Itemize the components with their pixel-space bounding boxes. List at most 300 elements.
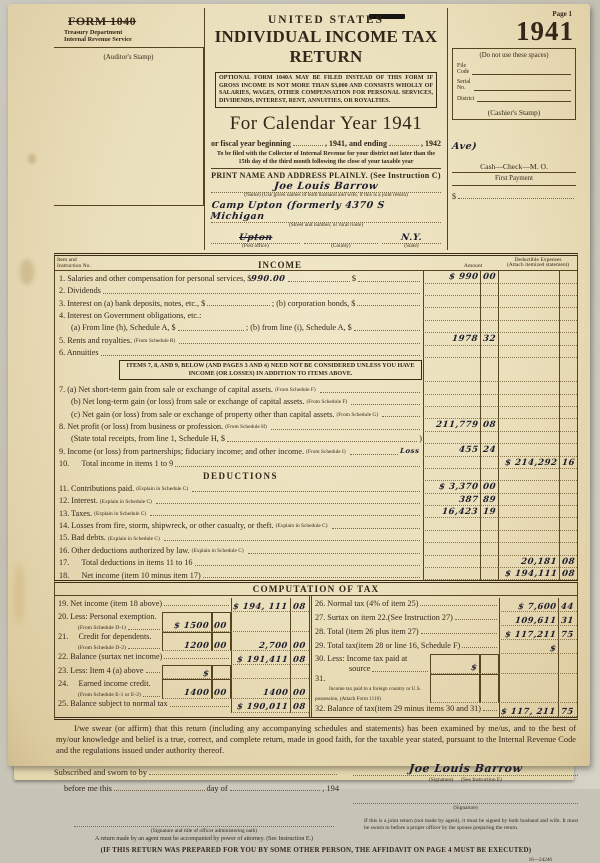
total-amount-cell bbox=[498, 506, 559, 518]
income-row-label bbox=[55, 494, 423, 506]
income-table-header: Item and Instruction No. INCOME Amount Deductible Expenses (Attach itemized statement) bbox=[55, 256, 577, 271]
dotted-leader bbox=[421, 626, 497, 634]
income-row-label bbox=[55, 444, 423, 456]
amount-cell bbox=[423, 506, 480, 518]
printed-label: 17. Total deductions in items 11 to 16 bbox=[59, 558, 193, 568]
income-row bbox=[55, 333, 577, 345]
cents-cell bbox=[480, 506, 498, 518]
print-name-heading: PRINT NAME AND ADDRESS PLAINLY. (See Instruction C) bbox=[211, 171, 441, 181]
inner-cents-cell bbox=[212, 665, 231, 679]
amount-col-header: Amount bbox=[463, 263, 483, 270]
computation-row bbox=[312, 674, 577, 703]
month-blank bbox=[230, 783, 321, 791]
income-row bbox=[55, 444, 577, 456]
handwritten-amount: 08 bbox=[561, 569, 576, 580]
dotted-leader bbox=[248, 546, 420, 554]
income-row bbox=[55, 346, 577, 358]
total-cents-cell bbox=[559, 321, 577, 333]
amount-cell bbox=[423, 481, 480, 493]
cents-cell bbox=[480, 457, 498, 469]
handwritten-amount: 75 bbox=[560, 628, 574, 639]
amount-cell bbox=[423, 284, 480, 296]
handwritten-amount: 00 bbox=[213, 620, 228, 631]
amount-cell bbox=[423, 568, 480, 580]
amount-cell bbox=[423, 469, 480, 481]
amount-cell bbox=[423, 333, 480, 345]
handwritten-amount: 00 bbox=[292, 687, 306, 698]
computation-row-label bbox=[55, 679, 162, 698]
income-row bbox=[55, 395, 577, 407]
first-payment-label: First Payment bbox=[452, 175, 576, 186]
income-row bbox=[55, 481, 577, 493]
handwritten-amount: $ 194, 111 bbox=[233, 600, 289, 611]
total-amount-cell bbox=[498, 481, 559, 493]
schedule-ref-line bbox=[78, 641, 162, 651]
computation-of-tax bbox=[54, 580, 578, 720]
title-individual-income-tax-return: INDIVIDUAL INCOME TAX RETURN bbox=[214, 27, 438, 66]
computation-row-label bbox=[312, 612, 499, 626]
cents-cell bbox=[480, 358, 498, 382]
computation-label-line bbox=[58, 598, 231, 608]
income-row-label bbox=[55, 568, 423, 580]
income-section-title: INCOME bbox=[258, 260, 302, 271]
day-of-label: day of bbox=[206, 783, 228, 793]
printed-label: 29. Total tax bbox=[315, 641, 356, 650]
cents-cell bbox=[480, 271, 498, 283]
computation-row bbox=[55, 665, 309, 679]
cents-cell bbox=[480, 284, 498, 296]
fiscal-suffix: , 1942 bbox=[421, 139, 441, 148]
income-row bbox=[55, 568, 577, 580]
tax-year: 1941 bbox=[516, 16, 574, 46]
outer-amount-cell bbox=[231, 665, 290, 679]
subscribed-label: Subscribed and sworn to by bbox=[54, 767, 148, 777]
outer-cents-cell bbox=[558, 598, 577, 612]
dotted-leader bbox=[320, 385, 420, 393]
schedule-ref: (From Schedule F) bbox=[306, 399, 348, 406]
printed-label: 14. Losses from fire, storm, shipwreck, or other casualty, or theft. bbox=[59, 521, 274, 531]
total-cents-cell bbox=[559, 358, 577, 382]
outer-amount-cell bbox=[499, 654, 558, 673]
dotted-leader bbox=[227, 434, 417, 442]
printed-label: (State total receipts, from line 1, Schedule H, $ bbox=[71, 434, 225, 444]
total-cents-cell bbox=[559, 395, 577, 407]
amount-cell bbox=[423, 407, 480, 419]
income-row-label bbox=[55, 346, 423, 358]
outer-cents-cell bbox=[290, 665, 309, 679]
outer-cents-cell bbox=[558, 654, 577, 673]
auditors-stamp-label: (Auditor's Stamp) bbox=[103, 53, 154, 62]
outer-amount-cell bbox=[231, 651, 290, 665]
computation-label-line bbox=[315, 598, 499, 608]
dotted-leader bbox=[192, 484, 420, 492]
handwritten-amount: 1400 bbox=[183, 687, 210, 698]
form-number: FORM 1040 bbox=[68, 14, 137, 28]
payment-amount-blank bbox=[458, 191, 574, 199]
schedule-ref-line bbox=[78, 622, 162, 632]
handwritten-amount: 211,779 bbox=[435, 420, 479, 431]
dotted-leader bbox=[178, 323, 244, 331]
printed-label: 10. Total income in items 1 to 9 bbox=[59, 459, 174, 469]
income-row-label bbox=[55, 395, 423, 407]
taxpayer-signature-value: Joe Louis Barrow bbox=[408, 761, 523, 775]
handwritten-amount: 00 bbox=[213, 639, 228, 650]
total-amount-cell bbox=[498, 271, 559, 283]
income-table bbox=[54, 253, 578, 580]
outer-cents-cell bbox=[558, 612, 577, 626]
inner-cents-cell bbox=[212, 612, 231, 631]
computation-label-line bbox=[58, 612, 162, 621]
street-caption: (Street and number, or rural route) bbox=[288, 222, 364, 229]
computation-row-label bbox=[55, 598, 231, 612]
dotted-leader bbox=[203, 570, 420, 578]
schedule-ref-small: (From Schedule D-2) bbox=[78, 644, 126, 651]
printed-label: 16. Other deductions authorized by law. bbox=[59, 545, 190, 555]
dotted-leader bbox=[332, 521, 420, 529]
item-col-header: Item and bbox=[57, 257, 77, 264]
computation-row bbox=[55, 632, 309, 651]
computation-row-label bbox=[55, 612, 162, 631]
outer-amount-cell bbox=[499, 640, 558, 654]
total-amount-cell bbox=[498, 518, 559, 530]
total-cents-cell bbox=[559, 444, 577, 456]
income-row bbox=[55, 271, 577, 283]
schedule-ref: (Explain in Schedule C) bbox=[94, 510, 147, 517]
dotted-leader bbox=[271, 422, 420, 430]
serial-no-label: Serial bbox=[457, 79, 471, 86]
handwritten-amount: $ bbox=[549, 642, 557, 653]
schedule-ref: (See Instruction 27) bbox=[387, 613, 453, 622]
schedule-ref: (Explain in Schedule C) bbox=[136, 486, 189, 493]
printed-label: 8. Net profit (or loss) from business or profession. bbox=[59, 421, 224, 431]
inner-amount-cell bbox=[162, 612, 212, 631]
dotted-leader bbox=[128, 641, 160, 649]
handwritten-amount: $ bbox=[470, 662, 478, 673]
dotted-leader bbox=[179, 336, 420, 344]
schedule-ref: (item 29 minus items 30 and 31) bbox=[374, 703, 482, 713]
name-field-value: Joe Louis Barrow bbox=[273, 181, 379, 193]
foreign-tax-note: Income tax paid to a foreign country or U.S. possession, (Attach Form 1116) bbox=[315, 686, 421, 703]
cents-cell bbox=[480, 395, 498, 407]
amount-cell bbox=[423, 308, 480, 320]
fiscal-mid: , 1941, and ending bbox=[324, 139, 387, 148]
handwritten-amount: 32 bbox=[482, 334, 497, 345]
do-not-use-box: (Do not use these spaces) File Code Serial No. District (Cashier's Stamp) bbox=[452, 48, 576, 120]
officer-signature-blank bbox=[74, 818, 334, 827]
outer-cents-cell bbox=[558, 626, 577, 640]
handwritten-amount: 75 bbox=[560, 705, 574, 716]
income-row-label bbox=[55, 321, 423, 333]
total-cents-cell bbox=[559, 469, 577, 481]
handwritten-amount: 455 bbox=[458, 445, 479, 456]
total-cents-cell bbox=[559, 543, 577, 555]
handwritten-amount: 00 bbox=[213, 687, 228, 698]
total-cents-cell bbox=[559, 308, 577, 320]
officer-signature-caption: (Signature and title of officer administering oath) bbox=[150, 827, 258, 834]
header-left-column bbox=[54, 8, 204, 250]
cashiers-stamp-label: (Cashier's Stamp) bbox=[487, 108, 541, 118]
income-row-label bbox=[55, 469, 423, 481]
cents-cell bbox=[480, 543, 498, 555]
handwritten-amount: 00 bbox=[482, 482, 497, 493]
district-label: District bbox=[457, 96, 475, 103]
computation-row bbox=[55, 598, 309, 612]
cents-cell bbox=[480, 568, 498, 580]
handwritten-amount: 44 bbox=[560, 600, 574, 611]
computation-row-label bbox=[55, 632, 162, 651]
handwritten-amount: 1978 bbox=[451, 334, 479, 345]
printed-label: (b) Net long-term gain (or loss) from sale or exchange of capital assets. bbox=[71, 397, 305, 407]
dotted-leader bbox=[420, 598, 497, 606]
outer-amount-cell bbox=[231, 679, 290, 698]
page-number: Page 1 bbox=[552, 10, 572, 18]
cents-cell bbox=[480, 469, 498, 481]
income-row-label bbox=[55, 308, 423, 320]
total-cents-cell bbox=[559, 518, 577, 530]
handwritten-inline-value: 990.00 bbox=[250, 272, 287, 283]
schedule-ref: (item 28 or line 16, Schedule F) bbox=[355, 641, 461, 650]
outer-amount-cell bbox=[499, 612, 558, 626]
inner-cents-cell bbox=[212, 679, 231, 698]
file-code-blank bbox=[472, 68, 571, 75]
amount-cell bbox=[423, 346, 480, 358]
outer-amount-cell bbox=[499, 598, 558, 612]
form-1040-page bbox=[8, 4, 590, 863]
prepared-by-other-note: (IF THIS RETURN WAS PREPARED FOR YOU BY SOME OTHER PERSON, THE AFFIDAVIT ON PAGE 4 MUST BE EXECUTED) bbox=[100, 845, 532, 854]
printed-label: source bbox=[349, 664, 371, 674]
handwritten-amount: 24 bbox=[482, 445, 497, 456]
cash-check-mo-label: Cash—Check—M. O. bbox=[452, 162, 576, 173]
handwritten-amount: 16,423 bbox=[441, 507, 479, 518]
address-overflow-value: Ave) bbox=[451, 141, 478, 153]
cents-cell bbox=[480, 419, 498, 431]
income-row bbox=[55, 358, 577, 382]
signature2-caption: (Signature) bbox=[453, 804, 478, 811]
dotted-leader bbox=[164, 598, 229, 606]
income-row bbox=[55, 308, 577, 320]
handwritten-amount: 08 bbox=[292, 653, 306, 664]
inner-amount-cell bbox=[162, 665, 212, 679]
handwritten-amount: $ 7,600 bbox=[517, 600, 557, 611]
county-caption: (County) bbox=[331, 243, 351, 250]
handwritten-amount: 16 bbox=[561, 457, 576, 468]
items-789-notice: ITEMS 7, 8, AND 9, BELOW (AND PAGES 3 AND 4) NEED NOT BE CONSIDERED UNLESS YOU HAVE INCOME (OR LOSSES) IN ADDITION TO ITEMS ABOVE. bbox=[119, 360, 422, 380]
paper-stain bbox=[14, 564, 24, 624]
dotted-leader bbox=[195, 558, 420, 566]
dept-line1: Treasury Department bbox=[64, 29, 123, 36]
total-amount-cell bbox=[498, 469, 559, 481]
income-row bbox=[55, 518, 577, 530]
loss-annotation: Loss bbox=[399, 446, 420, 456]
printed-label: $ bbox=[351, 273, 356, 283]
handwritten-amount: $ 190,011 bbox=[236, 701, 289, 712]
file-code-label: File bbox=[457, 63, 467, 69]
state-caption: (State) bbox=[404, 243, 419, 250]
computation-row bbox=[55, 679, 309, 698]
total-cents-cell bbox=[559, 556, 577, 568]
total-cents-cell bbox=[559, 333, 577, 345]
handwritten-amount: 00 bbox=[292, 639, 306, 650]
handwritten-amount: $ 1500 bbox=[173, 620, 210, 631]
printed-label: 4. Interest on Government obligations, etc.: bbox=[59, 311, 202, 321]
income-row bbox=[55, 457, 577, 469]
amount-cell bbox=[423, 395, 480, 407]
dotted-leader bbox=[156, 496, 420, 504]
handwritten-amount: $ bbox=[202, 667, 210, 678]
income-row bbox=[55, 284, 577, 296]
inner-amount-cell bbox=[430, 654, 480, 673]
computation-row-label bbox=[312, 703, 499, 717]
joint-return-note: If this is a joint return (not made by agent), it must be signed by both husband and wife. It must be sworn to before a proper officer by the spouse preparing the return. bbox=[364, 817, 578, 832]
handwritten-amount: $ 117,211 bbox=[504, 628, 557, 639]
cents-cell bbox=[480, 518, 498, 530]
printed-label: 5. Rents and royalties. bbox=[59, 335, 132, 345]
dotted-leader bbox=[103, 286, 420, 294]
handwritten-amount: 19 bbox=[482, 507, 497, 518]
printed-label: 25. Balance subject to normal tax bbox=[58, 699, 168, 709]
dotted-leader bbox=[358, 274, 420, 282]
amount-cell bbox=[423, 518, 480, 530]
printed-label: 12. Interest. bbox=[59, 496, 98, 506]
total-amount-cell bbox=[498, 457, 559, 469]
schedule-ref: (Explain in Schedule C) bbox=[191, 548, 244, 555]
computation-row bbox=[312, 626, 577, 640]
cents-cell bbox=[480, 494, 498, 506]
handwritten-amount: 89 bbox=[482, 494, 497, 505]
income-row-label bbox=[55, 518, 423, 530]
computation-row bbox=[312, 703, 577, 717]
total-cents-cell bbox=[559, 494, 577, 506]
print-code: 16—24246 bbox=[528, 856, 552, 863]
schedule-ref: (Explain in Schedule C) bbox=[107, 535, 160, 542]
computation-label-line bbox=[315, 612, 499, 622]
printed-label: 19. Net income (item 18 above) bbox=[58, 599, 163, 608]
outer-amount-cell bbox=[231, 598, 290, 612]
printed-label: 28. Total (item 26 plus item 27) bbox=[315, 627, 419, 636]
dotted-leader bbox=[150, 508, 420, 516]
cents-cell bbox=[480, 382, 498, 394]
inner-cents-cell bbox=[212, 632, 231, 651]
title-united-states: UNITED STATES bbox=[267, 14, 384, 26]
cents-cell bbox=[480, 407, 498, 419]
deductions-section-title: DEDUCTIONS bbox=[202, 470, 278, 481]
income-row-label bbox=[55, 284, 423, 296]
computation-label-line bbox=[58, 699, 231, 709]
computation-row-label bbox=[312, 654, 430, 673]
printed-label: ) bbox=[419, 434, 422, 444]
income-row-label bbox=[55, 333, 423, 345]
schedule-ref: (From Schedule B) bbox=[134, 338, 176, 345]
handwritten-amount: 387 bbox=[458, 494, 479, 505]
computation-label-line bbox=[315, 654, 430, 663]
outer-amount-cell bbox=[231, 699, 290, 713]
outer-amount-cell bbox=[231, 612, 290, 631]
signature-zone bbox=[54, 761, 578, 811]
total-amount-cell bbox=[498, 444, 559, 456]
handwritten-amount: $ 214,292 bbox=[504, 457, 558, 468]
total-cents-cell bbox=[559, 407, 577, 419]
optional-form-notice: OPTIONAL FORM 1040A MAY BE FILED INSTEAD OF THIS FORM IF GROSS INCOME IS NOT MORE THAN $3,000 AND CONSISTS WHOLLY OF SALARIES, WAGES, OTHER COMPENSATION FOR PERSONAL SERVICES, DIVIDENDS, INTEREST, RENT, ANNUITIES, OR ROYALTIES. bbox=[215, 72, 437, 108]
income-row-label bbox=[55, 432, 423, 444]
printed-label: (c) Net gain (or loss) from sale or exchange of property other than capital assets. bbox=[71, 409, 335, 419]
handwritten-amount: $ 990 bbox=[448, 272, 479, 283]
computation-label-line bbox=[315, 674, 430, 683]
cents-cell bbox=[480, 531, 498, 543]
income-row bbox=[55, 506, 577, 518]
computation-label-line bbox=[58, 651, 231, 661]
total-cents-cell bbox=[559, 568, 577, 580]
total-amount-cell bbox=[498, 308, 559, 320]
income-row bbox=[55, 296, 577, 308]
total-cents-cell bbox=[559, 346, 577, 358]
total-amount-cell bbox=[498, 531, 559, 543]
computation-row bbox=[55, 651, 309, 665]
printed-label: ; (b) from line (i), Schedule A, $ bbox=[245, 323, 352, 333]
outer-cents-cell bbox=[290, 632, 309, 651]
dotted-leader bbox=[101, 348, 420, 356]
agent-note: A return made by an agent must be accompanied by power of attorney. (See Instruction E.) bbox=[94, 835, 314, 842]
total-amount-cell bbox=[498, 432, 559, 444]
total-cents-cell bbox=[559, 531, 577, 543]
outer-amount-cell bbox=[499, 674, 558, 703]
income-row bbox=[55, 419, 577, 431]
paper-stain bbox=[28, 154, 36, 164]
total-amount-cell bbox=[498, 419, 559, 431]
total-cents-cell bbox=[559, 419, 577, 431]
printed-label: 13. Taxes. bbox=[59, 508, 93, 518]
computation-row bbox=[312, 598, 577, 612]
income-row bbox=[55, 382, 577, 394]
serial-no-blank bbox=[474, 84, 571, 91]
auditors-stamp-box bbox=[54, 47, 204, 206]
printed-label: 15. Bad debts. bbox=[59, 533, 106, 543]
header-center-column bbox=[204, 8, 448, 250]
printed-label: 32. Balance of tax bbox=[315, 703, 375, 713]
outer-cents-cell bbox=[290, 612, 309, 631]
filing-deadline-note: To be filed with the Collector of Internal Revenue for your district not later than the 15th day of the third month following the close of your taxable year bbox=[211, 151, 441, 169]
computation-label-line bbox=[315, 626, 499, 636]
printed-label: 23. Less: Item 4 (a) above bbox=[58, 665, 144, 675]
dotted-leader bbox=[462, 640, 497, 648]
printed-label: 11. Contributions paid. bbox=[59, 483, 135, 493]
amount-cell bbox=[423, 457, 480, 469]
printed-label: 2. Dividends bbox=[59, 286, 101, 296]
fiscal-prefix: or fiscal year beginning bbox=[211, 139, 291, 148]
inner-amount-cell bbox=[162, 632, 212, 651]
computation-row-label bbox=[55, 651, 231, 665]
printed-label: (a) From line (h), Schedule A, $ bbox=[71, 323, 176, 333]
dotted-leader bbox=[288, 274, 350, 282]
handwritten-amount: $ 191,411 bbox=[236, 653, 289, 664]
outer-cents-cell bbox=[290, 699, 309, 713]
total-amount-cell bbox=[498, 358, 559, 382]
computation-label-line bbox=[315, 703, 499, 713]
amount-cell bbox=[423, 271, 480, 283]
computation-row bbox=[312, 640, 577, 654]
dotted-leader bbox=[170, 699, 229, 707]
outer-amount-cell bbox=[231, 632, 290, 651]
dotted-leader bbox=[455, 612, 497, 620]
computation-row-label bbox=[55, 699, 231, 713]
amount-cell bbox=[423, 358, 480, 382]
income-row-label bbox=[55, 271, 423, 283]
computation-right-column bbox=[312, 596, 577, 717]
total-amount-cell bbox=[498, 296, 559, 308]
outer-cents-cell bbox=[290, 651, 309, 665]
total-amount-cell bbox=[498, 395, 559, 407]
total-amount-cell bbox=[498, 382, 559, 394]
computation-row-label bbox=[312, 598, 499, 612]
